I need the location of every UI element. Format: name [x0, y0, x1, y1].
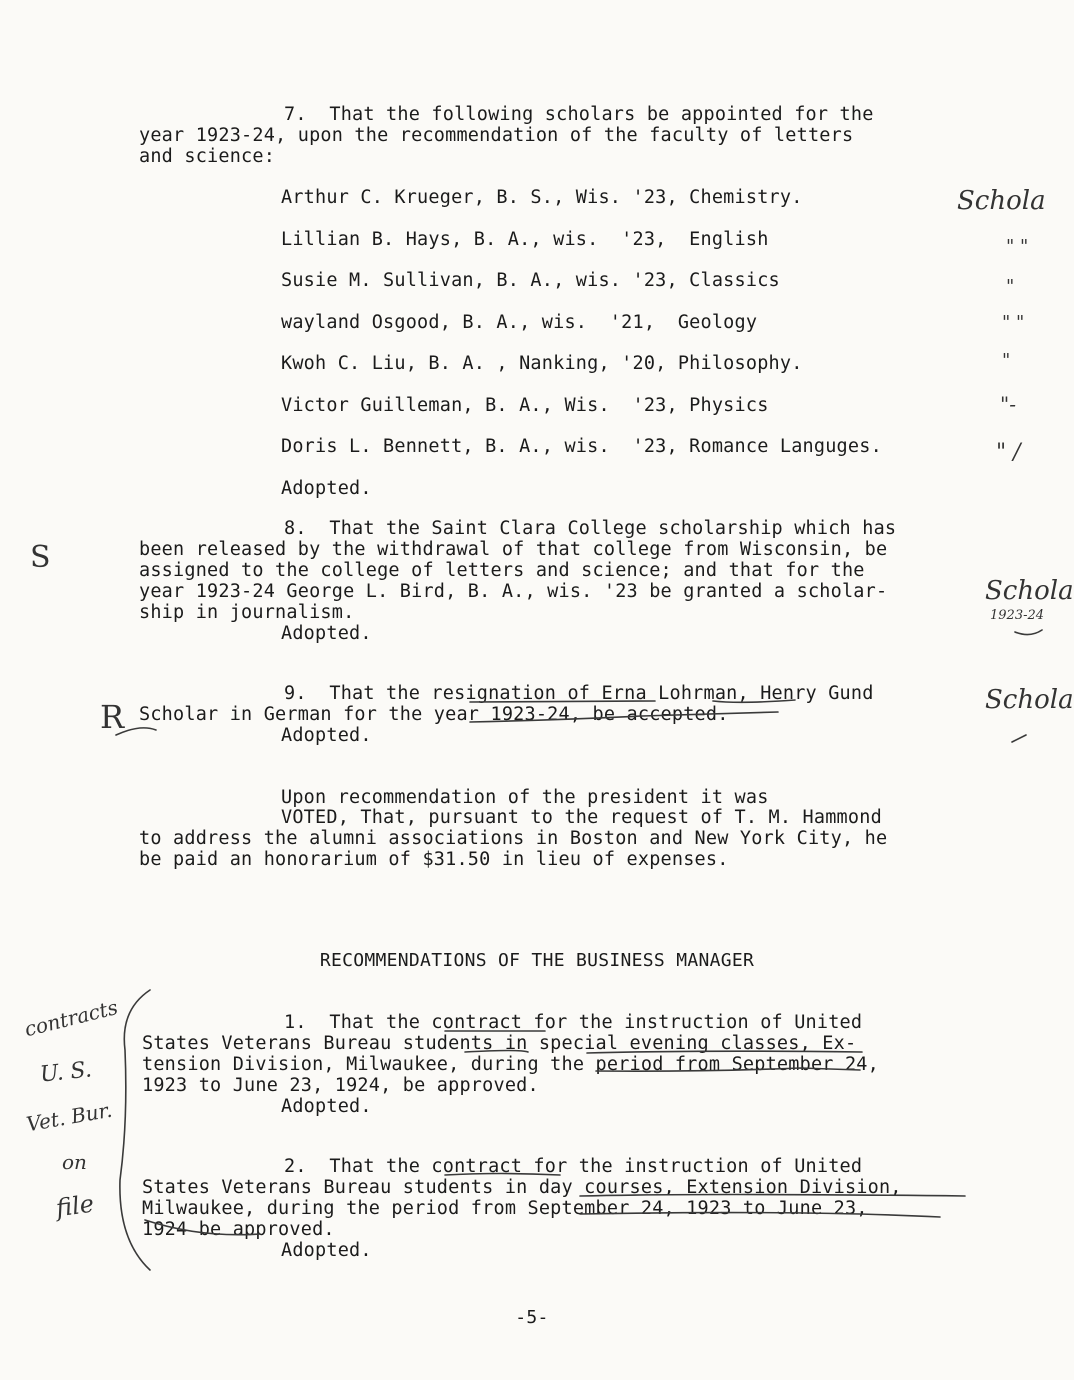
side-note-line: file — [54, 1189, 96, 1223]
margin-note-r: R — [100, 698, 125, 736]
margin-note: " " — [1006, 236, 1029, 257]
scholar-entry: Arthur C. Krueger, B. S., Wis. '23, Chemistry. — [281, 187, 803, 208]
item9-line1: 9. That the resignation of Erna Lohrman, Henry Gund — [284, 683, 874, 704]
biz2-line1: 2. That the contract for the instruction of United — [284, 1156, 863, 1177]
item8-line4: year 1923-24 George L. Bird, B. A., wis. '23 be granted a scholar- — [139, 581, 888, 602]
margin-note-year: 1923-24 — [990, 608, 1045, 623]
biz1-line4: 1923 to June 23, 1924, be approved. — [142, 1075, 539, 1096]
biz2-line3: Milwaukee, during the period from September 24, 1923 to June 23, — [142, 1198, 868, 1219]
president-line1: Upon recommendation of the president it was — [281, 787, 769, 808]
item8-line2: been released by the withdrawal of that college from Wisconsin, be — [139, 539, 888, 560]
item8-line3: assigned to the college of letters and science; and that for the — [139, 560, 865, 581]
scholar-entry: Victor Guilleman, B. A., Wis. '23, Physics — [281, 395, 769, 416]
president-line2: VOTED, That, pursuant to the request of T. M. Hammond — [281, 807, 882, 828]
page-number: -5- — [515, 1307, 549, 1328]
scholar-entry: Susie M. Sullivan, B. A., wis. '23, Classics — [281, 270, 780, 291]
adopted-label: Adopted. — [281, 478, 372, 499]
biz2-line2: States Veterans Bureau students in day courses, Extension Division, — [142, 1177, 902, 1198]
biz1-line1: 1. That the contract for the instruction of United — [284, 1012, 863, 1033]
adopted-label: Adopted. — [281, 623, 372, 644]
check-mark — [1012, 735, 1026, 742]
margin-note: " — [1002, 350, 1011, 371]
adopted-label: Adopted. — [281, 725, 372, 746]
business-heading: RECOMMENDATIONS OF THE BUSINESS MANAGER — [319, 950, 755, 971]
item8-line1: 8. That the Saint Clara College scholarship which has — [284, 518, 897, 539]
side-note-line: Vet. Bur. — [24, 1097, 114, 1137]
side-note-line: contracts — [22, 994, 121, 1042]
biz1-line2: States Veterans Bureau students in special evening classes, Ex- — [142, 1033, 857, 1054]
margin-note: Schola — [957, 186, 1046, 216]
margin-note: " — [1006, 276, 1015, 297]
item9-line2: Scholar in German for the year 1923-24, be accepted. — [139, 704, 729, 725]
check-mark — [1015, 630, 1042, 635]
item7-line2: year 1923-24, upon the recommendation of the faculty of letters — [139, 125, 854, 146]
side-note-line: U. S. — [38, 1057, 93, 1088]
biz2-line4: 1924 be approved. — [142, 1219, 335, 1240]
margin-note: "- — [1000, 392, 1016, 416]
margin-note: " / — [996, 440, 1021, 465]
margin-note-s: S — [30, 540, 51, 575]
president-line4: be paid an honorarium of $31.50 in lieu of expenses. — [139, 849, 729, 870]
adopted-label: Adopted. — [281, 1240, 372, 1261]
margin-note: Schola — [985, 576, 1074, 606]
adopted-label: Adopted. — [281, 1096, 372, 1117]
scholar-entry: wayland Osgood, B. A., wis. '21, Geology — [281, 312, 758, 333]
biz1-line3: tension Division, Milwaukee, during the period from September 24, — [142, 1054, 879, 1075]
item7-line3: and science: — [139, 146, 276, 167]
margin-note: " " — [1002, 312, 1025, 333]
scholar-entry: Kwoh C. Liu, B. A. , Nanking, '20, Philosophy. — [281, 353, 803, 374]
scholar-entry: Doris L. Bennett, B. A., wis. '23, Romance Languges. — [281, 436, 882, 457]
item7-line1: 7. That the following scholars be appointed for the — [284, 104, 874, 125]
item8-line5: ship in journalism. — [139, 602, 355, 623]
margin-note: Schola — [985, 685, 1074, 715]
side-note-line: on — [62, 1150, 87, 1174]
scholar-entry: Lillian B. Hays, B. A., wis. '23, English — [281, 229, 769, 250]
president-line3: to address the alumni associations in Boston and New York City, he — [139, 828, 888, 849]
